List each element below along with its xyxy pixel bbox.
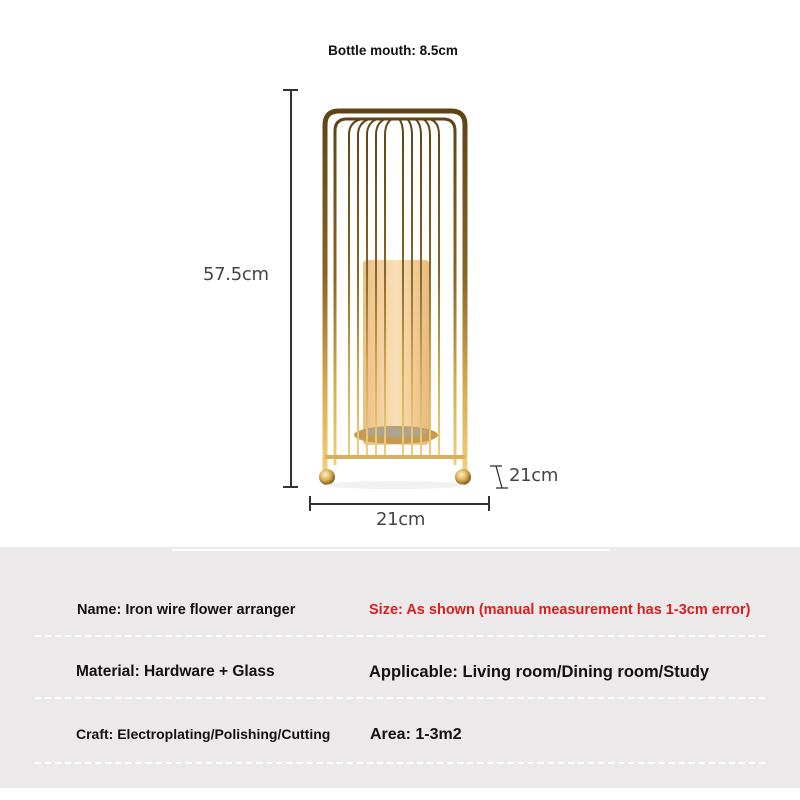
spec-craft: Craft: Electroplating/Polishing/Cutting: [76, 726, 331, 742]
width-cap-left: [309, 496, 311, 511]
row-divider: [35, 697, 765, 699]
spec-material: Material: Hardware + Glass: [76, 663, 275, 680]
spec-applicable: Applicable: Living room/Dining room/Study: [369, 663, 710, 681]
spec-name: Name: Iron wire flower arranger: [77, 602, 296, 618]
bottle-mouth-label: Bottle mouth: 8.5cm: [328, 43, 458, 58]
row-divider: [35, 635, 765, 637]
width-cap-right: [488, 496, 490, 511]
panel-divider-top: [172, 549, 610, 551]
spec-area: Area: 1-3m2: [370, 726, 462, 743]
width-label: 21cm: [376, 509, 426, 530]
height-cap-bottom: [283, 486, 298, 488]
row-divider: [35, 762, 765, 764]
spec-size: Size: As shown (manual measurement has 1-3cm error): [369, 602, 751, 618]
height-cap-top: [283, 89, 298, 91]
height-dimension-line: [290, 89, 292, 487]
width-dimension-line: [309, 503, 489, 505]
height-label: 57.5cm: [203, 264, 269, 285]
depth-dimension-icon: [488, 464, 510, 492]
product-vase-image: [315, 105, 475, 490]
depth-label: 21cm: [509, 465, 559, 486]
